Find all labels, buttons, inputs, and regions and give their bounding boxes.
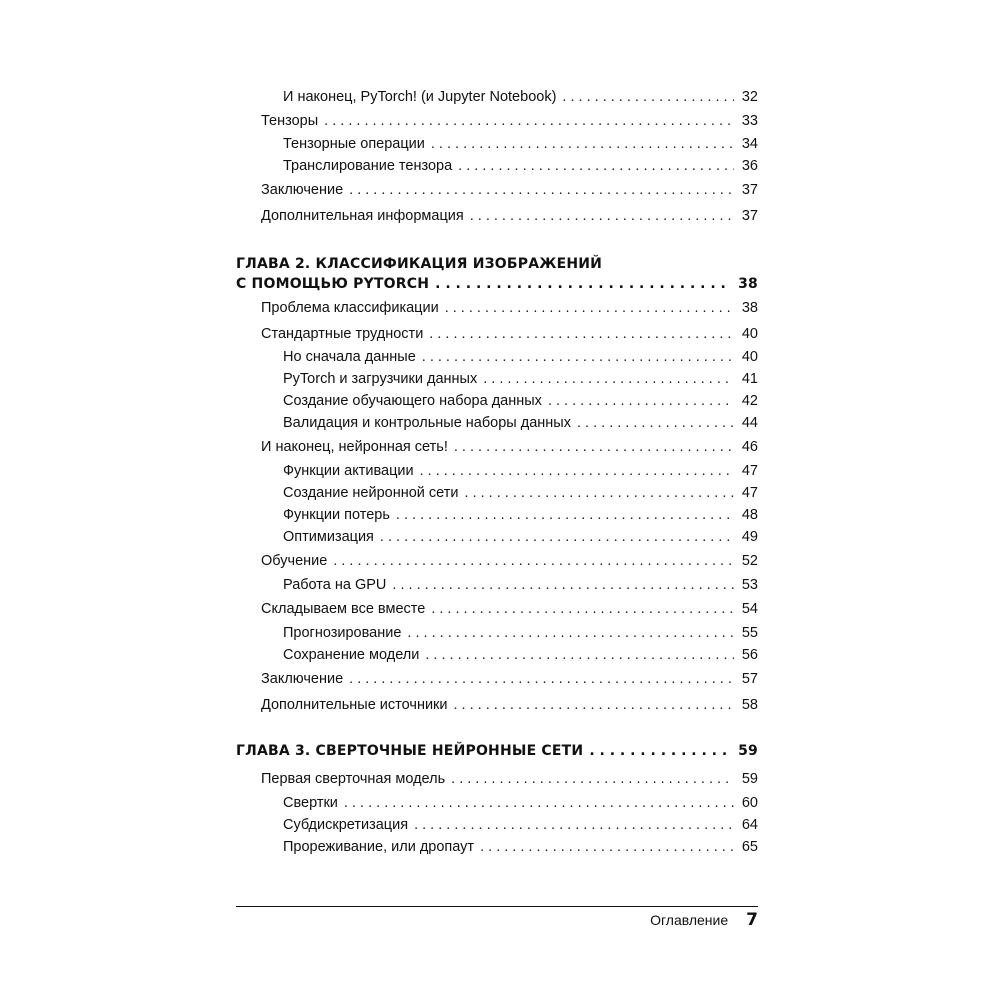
toc-entry	[261, 696, 758, 714]
toc-entry-title: Функции активации	[283, 463, 414, 479]
toc-entry-title: Субдискретизация	[283, 817, 409, 833]
toc-entry-page: 47	[741, 485, 758, 501]
toc-entry-page: 40	[741, 326, 758, 342]
toc-entry	[283, 348, 758, 366]
toc-entry-page: 52	[741, 553, 758, 569]
toc-entry-title: Заключение	[261, 671, 344, 687]
toc-entry	[261, 600, 758, 618]
toc-entry	[261, 670, 758, 688]
toc-entry	[283, 646, 758, 664]
dot-leader	[465, 484, 734, 502]
toc-entry-title: Тензоры	[261, 113, 319, 129]
dot-leader	[380, 528, 734, 546]
toc-entry-title: Заключение	[261, 182, 344, 198]
dot-leader	[349, 181, 734, 199]
toc-entry	[261, 552, 758, 570]
toc-entry-page: 58	[741, 697, 758, 713]
dot-leader	[396, 506, 734, 524]
toc-entry	[283, 157, 758, 175]
dot-leader	[483, 370, 734, 388]
toc-entry	[283, 528, 758, 546]
chapter-title-line2: С ПОМОЩЬЮ PYTORCH	[236, 276, 430, 292]
toc-entry	[261, 181, 758, 199]
toc-entry-title: Первая сверточная модель	[261, 771, 446, 787]
dot-leader	[414, 816, 734, 834]
dot-leader	[470, 207, 734, 225]
dot-leader	[562, 88, 734, 106]
toc-entry	[283, 816, 758, 834]
dot-leader	[454, 696, 735, 714]
toc-entry-title: Функции потерь	[283, 507, 390, 523]
toc-entry-title: Сохранение модели	[283, 647, 420, 663]
toc-entry-title: Но сначала данные	[283, 349, 416, 365]
chapter-page: 38	[738, 276, 758, 292]
toc-entry	[283, 392, 758, 410]
toc-entry-page: 64	[741, 817, 758, 833]
toc-entry-page: 38	[741, 300, 758, 316]
dot-leader	[333, 552, 734, 570]
toc-entry-page: 48	[741, 507, 758, 523]
toc-entry-page: 47	[741, 463, 758, 479]
toc-entry-title: Дополнительная информация	[261, 208, 464, 224]
toc-entry-title: Создание нейронной сети	[283, 485, 459, 501]
toc-entry-page: 41	[741, 371, 758, 387]
dot-leader	[431, 135, 734, 153]
toc-entry-page: 54	[741, 601, 758, 617]
toc-entry-title: Тензорные операции	[283, 136, 425, 152]
toc-entry-title: Работа на GPU	[283, 577, 387, 593]
dot-leader	[548, 392, 734, 410]
toc-entry	[283, 506, 758, 524]
toc-entry	[283, 462, 758, 480]
toc-entry	[261, 299, 758, 317]
toc-entry-page: 37	[741, 208, 758, 224]
dot-leader	[435, 274, 732, 294]
dot-leader	[349, 670, 734, 688]
toc-entry	[283, 794, 758, 812]
page-number: 7	[746, 910, 758, 930]
dot-leader	[577, 414, 734, 432]
toc-entry	[283, 88, 758, 106]
dot-leader	[324, 112, 734, 130]
dot-leader	[458, 157, 734, 175]
chapter-title-line1: ГЛАВА 2. КЛАССИФИКАЦИЯ ИЗОБРАЖЕНИЙ	[236, 256, 603, 272]
toc-entry	[261, 438, 758, 456]
toc-entry-title: Прореживание, или дропаут	[283, 839, 475, 855]
toc-entry	[283, 838, 758, 856]
toc-entry	[283, 135, 758, 153]
dot-leader	[425, 646, 734, 664]
dot-leader	[589, 741, 732, 761]
toc-entry	[283, 576, 758, 594]
toc-entry-page: 57	[741, 671, 758, 687]
toc-entry-title: Транслирование тензора	[283, 158, 453, 174]
chapter-title-row	[236, 741, 758, 761]
toc-entry-page: 32	[741, 89, 758, 105]
dot-leader	[480, 838, 734, 856]
toc-entry-page: 59	[741, 771, 758, 787]
toc-entry-page: 37	[741, 182, 758, 198]
page-footer	[650, 910, 758, 930]
dot-leader	[344, 794, 734, 812]
toc-entry-page: 34	[741, 136, 758, 152]
chapter-title-line2-row	[236, 274, 758, 294]
toc-entry-title: И наконец, PyTorch! (и Jupyter Notebook)	[283, 89, 557, 105]
toc-entry-page: 60	[741, 795, 758, 811]
toc-entry-page: 55	[741, 625, 758, 641]
chapter-heading	[236, 254, 758, 294]
chapter-heading	[236, 741, 758, 761]
toc-entry-page: 42	[741, 393, 758, 409]
toc-entry-title: Обучение	[261, 553, 328, 569]
toc-entry-title: Стандартные трудности	[261, 326, 424, 342]
chapter-title: ГЛАВА 3. СВЕРТОЧНЫЕ НЕЙРОННЫЕ СЕТИ	[236, 743, 584, 759]
dot-leader	[445, 299, 734, 317]
toc-entry-title: Валидация и контрольные наборы данных	[283, 415, 571, 431]
toc-entry-page: 49	[741, 529, 758, 545]
toc-entry-title: Дополнительные источники	[261, 697, 448, 713]
dot-leader	[431, 600, 734, 618]
toc-entry	[283, 414, 758, 432]
footer-rule	[236, 906, 758, 907]
toc-entry-page: 33	[741, 113, 758, 129]
toc-entry-title: Создание обучающего набора данных	[283, 393, 542, 409]
toc-entry-title: Свертки	[283, 795, 338, 811]
dot-leader	[429, 325, 734, 343]
toc-entry	[283, 624, 758, 642]
toc-entry-title: И наконец, нейронная сеть!	[261, 439, 448, 455]
toc-entry-title: Оптимизация	[283, 529, 374, 545]
toc-entry	[261, 770, 758, 788]
toc-entry	[261, 207, 758, 225]
toc-entry	[283, 370, 758, 388]
toc-entry	[261, 325, 758, 343]
toc-entry-title: Складываем все вместе	[261, 601, 426, 617]
dot-leader	[451, 770, 734, 788]
running-footer-title: Оглавление	[650, 912, 729, 928]
toc-entry-page: 46	[741, 439, 758, 455]
toc-entry-page: 40	[741, 349, 758, 365]
dot-leader	[422, 348, 734, 366]
dot-leader	[407, 624, 734, 642]
toc-entry-page: 44	[741, 415, 758, 431]
toc-entry-title: Проблема классификации	[261, 300, 439, 316]
toc-entry-title: PyTorch и загрузчики данных	[283, 371, 478, 387]
dot-leader	[420, 462, 734, 480]
chapter-page: 59	[738, 743, 758, 759]
dot-leader	[392, 576, 734, 594]
toc-entry	[261, 112, 758, 130]
dot-leader	[454, 438, 734, 456]
toc-entry-page: 53	[741, 577, 758, 593]
toc-entry	[283, 484, 758, 502]
toc-entry-page: 56	[741, 647, 758, 663]
toc-entry-page: 36	[741, 158, 758, 174]
toc-entry-page: 65	[741, 839, 758, 855]
toc-entry-title: Прогнозирование	[283, 625, 402, 641]
